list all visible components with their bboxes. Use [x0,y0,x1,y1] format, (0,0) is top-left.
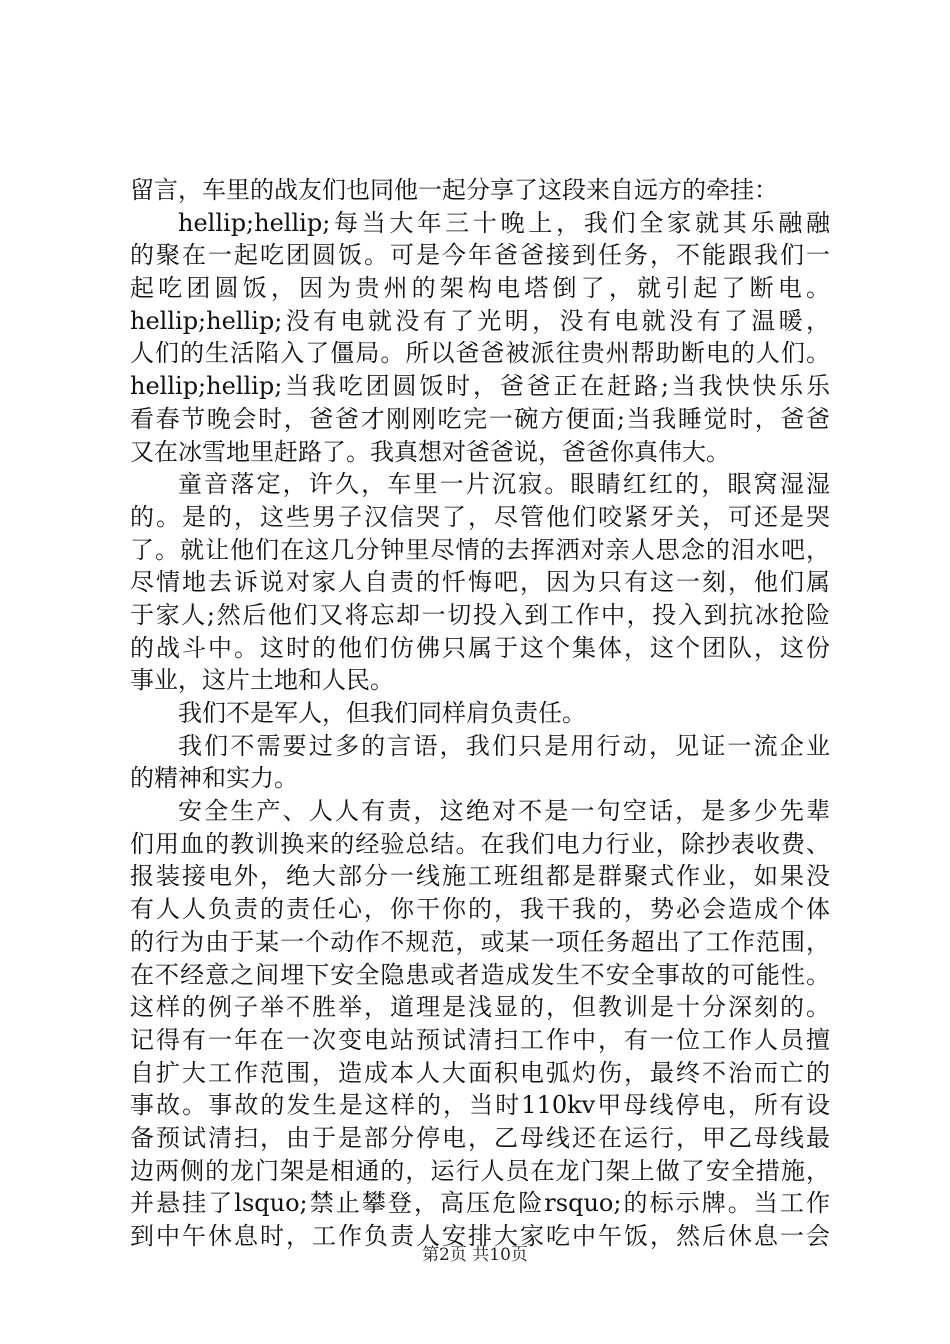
text-line: 我们不是军人，但我们同样肩负责任。 [178,699,586,727]
text-line: 记得有一年在一次变电站预试清扫工作中，有一位工作人员擅 [130,1025,830,1054]
text-line: 这样的例子举不胜举，道理是浅显的，但教训是十分深刻的。 [130,993,830,1022]
text-line: 自扩大工作范围，造成本人大面积电弧灼伤，最终不治而亡的 [130,1058,830,1087]
text-line: hellip;hellip;当我吃团圆饭时，爸爸正在赶路;当我快快乐乐 [130,372,830,401]
text-line: 起吃团圆饭，因为贵州的架构电塔倒了，就引起了断电。 [130,274,830,303]
text-line: hellip;hellip;没有电就没有了光明，没有电就没有了温暖， [130,306,830,335]
text-line: 事故。事故的发生是这样的，当时110kv甲母线停电，所有设 [130,1091,830,1120]
text-line: 我们不需要过多的言语，我们只是用行动，见证一流企业 [178,731,830,760]
text-line: 有人人负责的责任心，你干你的，我干我的，势必会造成个体 [130,895,830,924]
text-line: 了。就让他们在这几分钟里尽情的去挥洒对亲人思念的泪水吧， [130,535,830,564]
text-line: 童音落定，许久，车里一片沉寂。眼睛红红的，眼窝湿湿 [178,470,830,499]
body-text [130,174,830,1253]
page-footer: 第2页 共10页 [422,1245,528,1265]
text-line: 的。是的，这些男子汉信哭了，尽管他们咬紧牙关，可还是哭 [130,502,830,531]
text-line: 并悬挂了lsquo;禁止攀登，高压危险rsquo;的标示牌。当工作 [130,1189,830,1218]
text-line: 的精神和实力。 [130,764,298,793]
text-line: 看春节晚会时，爸爸才刚刚吃完一碗方便面;当我睡觉时，爸爸 [130,404,830,433]
text-line: 到中午休息时，工作负责人安排大家吃中午饭，然后休息一会 [130,1222,830,1250]
text-line: 们用血的教训换来的经验总结。在我们电力行业，除抄表收费、 [130,829,830,858]
text-line: 尽情地去诉说对家人自责的忏悔吧，因为只有这一刻，他们属 [130,568,830,597]
text-line: 的行为由于某一个动作不规范，或某一项任务超出了工作范围， [130,927,830,956]
text-line: 备预试清扫，由于是部分停电，乙母线还在运行，甲乙母线最 [130,1123,830,1152]
text-line: 又在冰雪地里赶路了。我真想对爸爸说，爸爸你真伟大。 [130,437,730,466]
text-line: 的战斗中。这时的他们仿佛只属于这个集体，这个团队，这份 [130,633,830,662]
text-line: 于家人;然后他们又将忘却一切投入到工作中，投入到抗冰抢险 [130,600,830,629]
text-line: 人们的生活陷入了僵局。所以爸爸被派往贵州帮助断电的人们。 [130,339,830,368]
text-line: 报装接电外，绝大部分一线施工班组都是群聚式作业，如果没 [130,862,830,891]
text-line: 留言，车里的战友们也同他一起分享了这段来自远方的牵挂： [130,176,778,204]
text-line: 在不经意之间埋下安全隐患或者造成发生不安全事故的可能性。 [130,960,830,989]
text-line: 安全生产、人人有责，这绝对不是一句空话，是多少先辈 [178,797,830,826]
text-line: hellip;hellip;每当大年三十晚上，我们全家就其乐融融 [178,208,830,237]
text-line: 的聚在一起吃团圆饭。可是今年爸爸接到任务，不能跟我们一 [130,241,830,270]
text-line: 事业，这片土地和人民。 [130,666,394,695]
text-line: 边两侧的龙门架是相通的，运行人员在龙门架上做了安全措施， [130,1156,830,1185]
